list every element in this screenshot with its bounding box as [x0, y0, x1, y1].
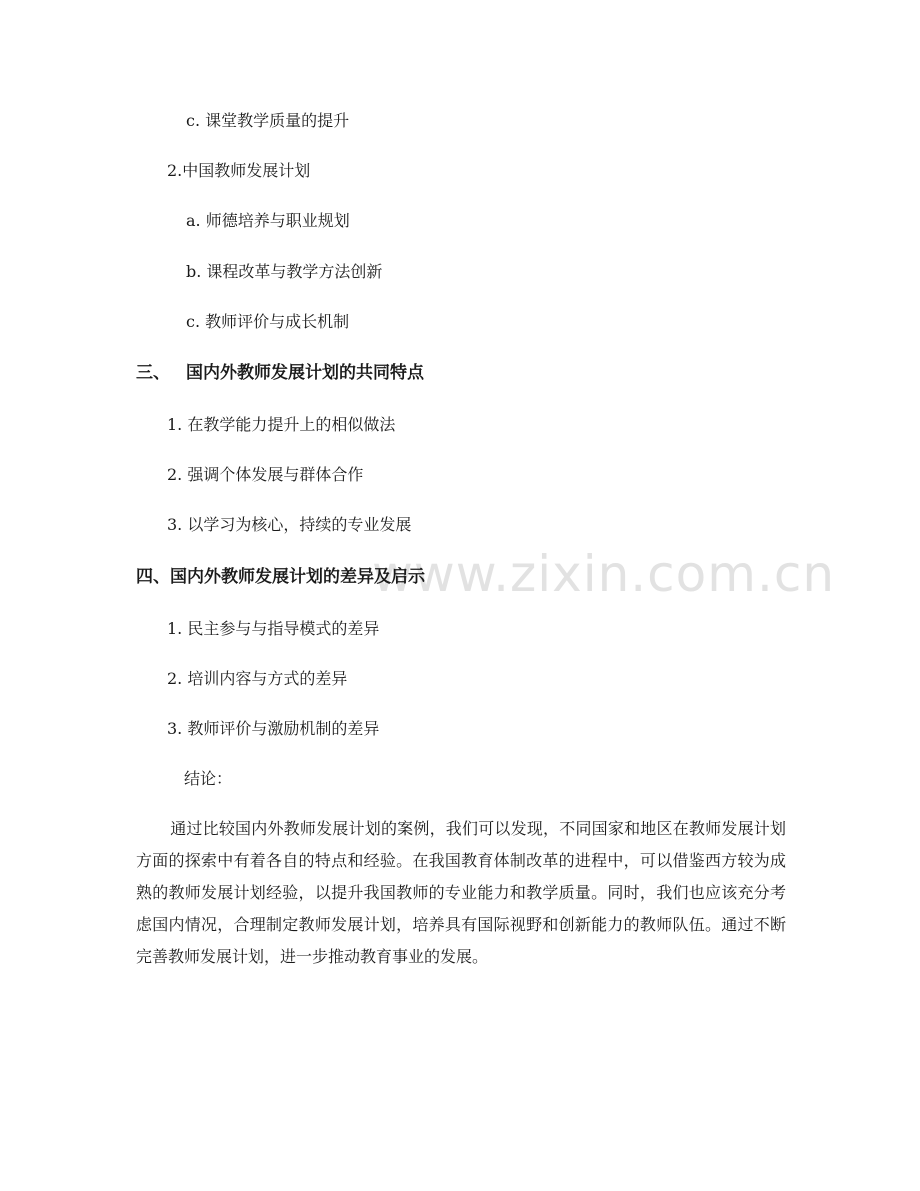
list-item-a-ethics: a. 师德培养与职业规划	[186, 211, 350, 230]
section-4-item-3: 3. 教师评价与激励机制的差异	[167, 719, 380, 738]
section-3-item-3: 3. 以学习为核心，持续的专业发展	[167, 515, 412, 534]
watermark: www.zixin.com.cn	[372, 545, 836, 603]
list-item-china-plan: 2.中国教师发展计划	[167, 161, 311, 180]
list-item-c-evaluation: c. 教师评价与成长机制	[186, 312, 350, 331]
section-3-title: 国内外教师发展计划的共同特点	[186, 363, 424, 383]
section-3-heading	[136, 362, 424, 384]
section-4-item-2: 2. 培训内容与方式的差异	[167, 669, 348, 688]
section-3-item-1: 1. 在教学能力提升上的相似做法	[167, 415, 396, 434]
conclusion-text: 通过比较国内外教师发展计划的案例，我们可以发现，不同国家和地区在教师发展计划方面的探索中有着各自的特点和经验。在我国教育体制改革的进程中，可以借鉴西方较为成熟的教师发展计划经验，以提升我国教师的专业能力和教学质量。同时，我们也应该充分考虑国内情况，合理制定教师发展计划，培养具有国际视野和创新能力的教师队伍。通过不断完善教师发展计划，进一步推动教育事业的发展。	[136, 819, 786, 966]
list-item-b-curriculum: b. 课程改革与教学方法创新	[186, 262, 383, 281]
list-item-c-classroom-quality: c. 课堂教学质量的提升	[186, 111, 350, 130]
conclusion-label: 结论：	[184, 769, 233, 788]
section-4-heading: 四、国内外教师发展计划的差异及启示	[136, 567, 425, 587]
section-3-number: 三、	[136, 363, 170, 383]
conclusion-paragraph	[136, 813, 786, 973]
section-3-item-2: 2. 强调个体发展与群体合作	[167, 465, 364, 484]
section-4-item-1: 1. 民主参与与指导模式的差异	[167, 619, 380, 638]
